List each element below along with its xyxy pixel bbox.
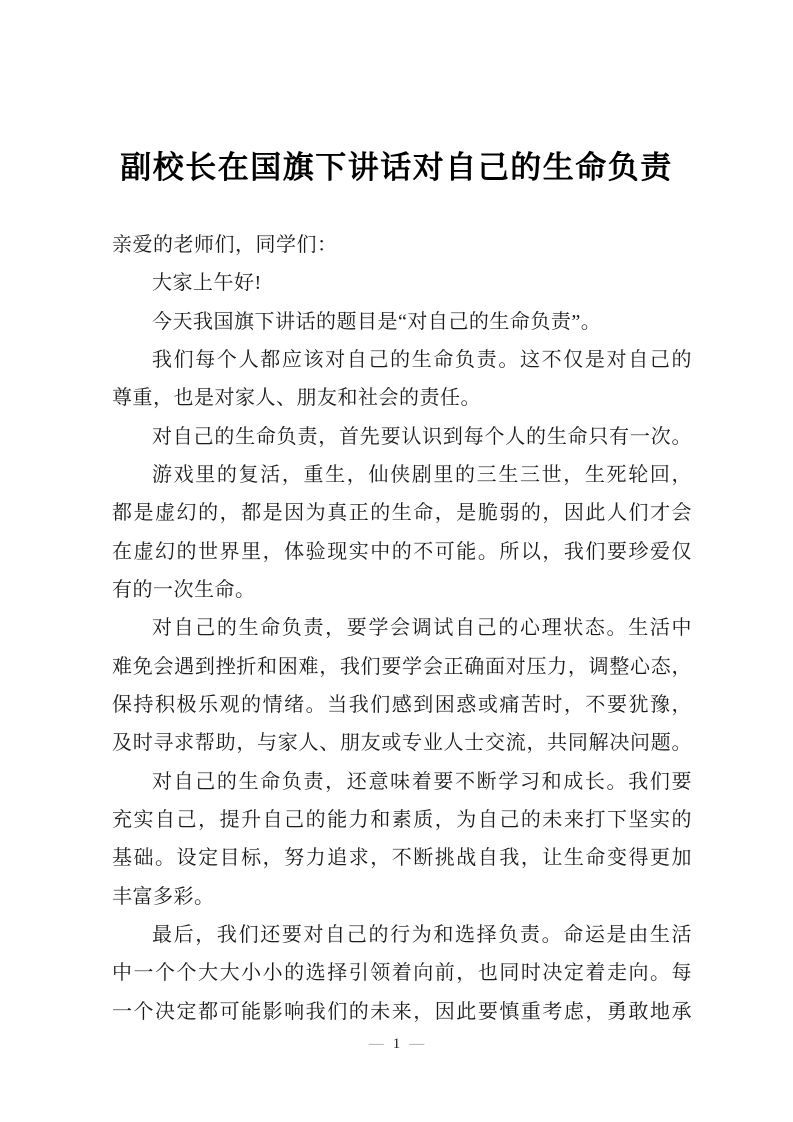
text-line: 及时寻求帮助，与家人、朋友或专业人士交流，共同解决问题。 — [112, 732, 692, 755]
text-line: 对自己的生命负责，还意味着要不断学习和成长。我们要 — [152, 770, 692, 793]
footer-dash-left: — — [368, 1036, 384, 1052]
text-line: 丰富多彩。 — [112, 885, 215, 908]
text-line: 最后，我们还要对自己的行为和选择负责。命运是由生活 — [152, 923, 692, 946]
page-number: 1 — [392, 1036, 401, 1052]
text-line: 尊重，也是对家人、朋友和社会的责任。 — [112, 387, 481, 410]
page-footer — [0, 1033, 793, 1055]
text-line: 对自己的生命负责，首先要认识到每个人的生命只有一次。 — [152, 425, 692, 448]
text-line: 大家上午好! — [152, 272, 262, 295]
footer-dash-right: — — [409, 1036, 425, 1052]
text-line: 我们每个人都应该对自己的生命负责。这不仅是对自己的 — [152, 348, 692, 371]
text-line: 游戏里的复活，重生，仙侠剧里的三生三世，生死轮回， — [152, 463, 692, 486]
text-line: 中一个个大大小小的选择引领着向前，也同时决定着走向。每 — [112, 962, 692, 985]
text-line: 有的一次生命。 — [112, 578, 256, 601]
document-title: 副校长在国旗下讲话对自己的生命负责 — [120, 150, 673, 185]
text-line: 保持积极乐观的情绪。当我们感到困惑或痛苦时，不要犹豫， — [112, 693, 692, 716]
text-line: 亲爱的老师们，同学们： — [112, 234, 338, 256]
text-line: 在虚幻的世界里，体验现实中的不可能。所以，我们要珍爱仅 — [112, 540, 692, 563]
text-line: 今天我国旗下讲话的题目是“对自己的生命负责”。 — [152, 310, 602, 333]
text-line: 一个决定都可能影响我们的未来，因此要慎重考虑，勇敢地承 — [112, 1000, 692, 1023]
text-line: 都是虚幻的，都是因为真正的生命，是脆弱的，因此人们才会 — [112, 502, 692, 525]
text-line: 充实自己，提升自己的能力和素质，为自己的未来打下坚实的 — [112, 808, 692, 831]
text-line: 难免会遇到挫折和困难，我们要学会正确面对压力，调整心态， — [112, 655, 692, 678]
text-line: 对自己的生命负责，要学会调试自己的心理状态。生活中 — [152, 617, 692, 640]
document-body — [112, 226, 692, 1031]
text-line: 基础。设定目标，努力追求，不断挑战自我，让生命变得更加 — [112, 847, 692, 870]
